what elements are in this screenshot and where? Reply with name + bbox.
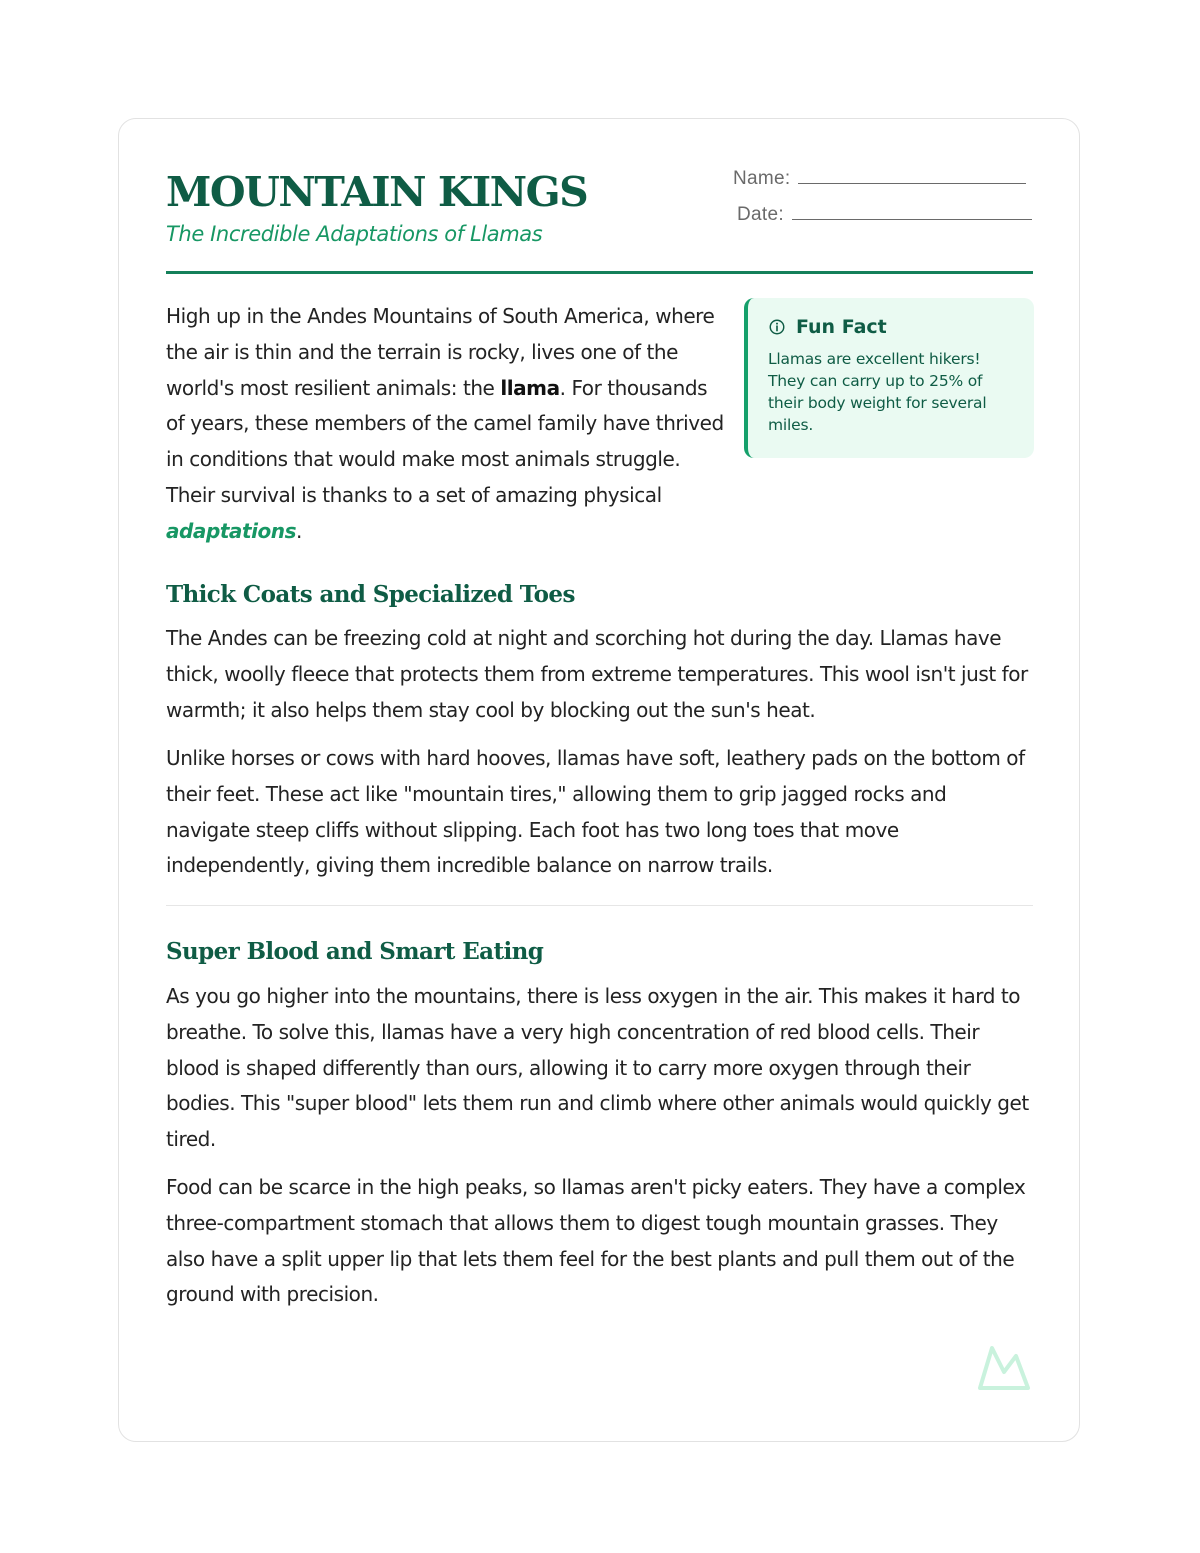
mountain-icon <box>976 1340 1032 1392</box>
name-label: Name: <box>733 168 791 189</box>
blood-paragraph-1: As you go higher into the mountains, there is less oxygen in the air. This makes it hard to breathe. To solve this, llamas have a very high concentration of red blood cells. Their blood is shaped differently than ours, allowing it to carry more oxygen through their bodies. This "super blood" lets them run and climb where other animals would quickly get tired. <box>166 984 1029 1152</box>
section-heading-blood: Super Blood and Smart Eating <box>166 938 544 965</box>
date-label: Date: <box>737 204 784 225</box>
date-blank-line[interactable] <box>792 205 1032 220</box>
coats-paragraph-2: Unlike horses or cows with hard hooves, llamas have soft, leathery pads on the bottom of their feet. These act like "mountain tires," allowing them to grip jagged rocks and navigate steep cliffs without slipping. Each foot has two long toes that move independently, giving them incredible balance on narrow trails. <box>166 746 1025 878</box>
intro-text-middle: . For thousands of years, these members of the camel family have thrived in conditions that would make most animals struggle. Their survival is thanks to a set of amazing physical <box>166 375 724 507</box>
section-heading-coats: Thick Coats and Specialized Toes <box>166 581 575 608</box>
blood-paragraph-2: Food can be scarce in the high peaks, so llamas aren't picky eaters. They have a complex three-compartment stomach that allows them to digest tough mountain grasses. They also have a split upper lip that lets them feel for the best plants and pull them out of the ground with precision. <box>166 1175 1026 1307</box>
intro-vocab-term: adaptations <box>166 518 297 543</box>
date-field[interactable] <box>737 204 1032 226</box>
header-rule <box>166 271 1033 274</box>
page-subtitle: The Incredible Adaptations of Llamas <box>166 222 543 246</box>
fun-fact-heading: Fun Fact <box>796 316 887 338</box>
name-blank-line[interactable] <box>798 169 1026 184</box>
intro-text-end: . <box>296 518 302 543</box>
section-divider <box>166 905 1033 906</box>
page-title: MOUNTAIN KINGS <box>166 168 588 216</box>
intro-bold-llama: llama <box>500 375 560 400</box>
intro-paragraph <box>166 299 726 550</box>
name-field[interactable] <box>733 168 1026 190</box>
fun-fact-box <box>744 298 1034 458</box>
fun-fact-text: Llamas are excellent hikers! They can carry up to 25% of their body weight for several miles. <box>768 350 987 434</box>
info-icon <box>768 318 786 336</box>
fun-fact-header <box>768 316 1014 338</box>
coats-paragraph-1: The Andes can be freezing cold at night and scorching hot during the day. Llamas have thick, woolly fleece that protects them from extreme temperatures. This wool isn't just for warmth; it also helps them stay cool by blocking out the sun's heat. <box>166 626 1028 722</box>
intro-text-start: High up in the Andes Mountains of South America, where the air is thin and the terrain is rocky, lives one of the world's most resilient animals: the <box>166 304 715 400</box>
